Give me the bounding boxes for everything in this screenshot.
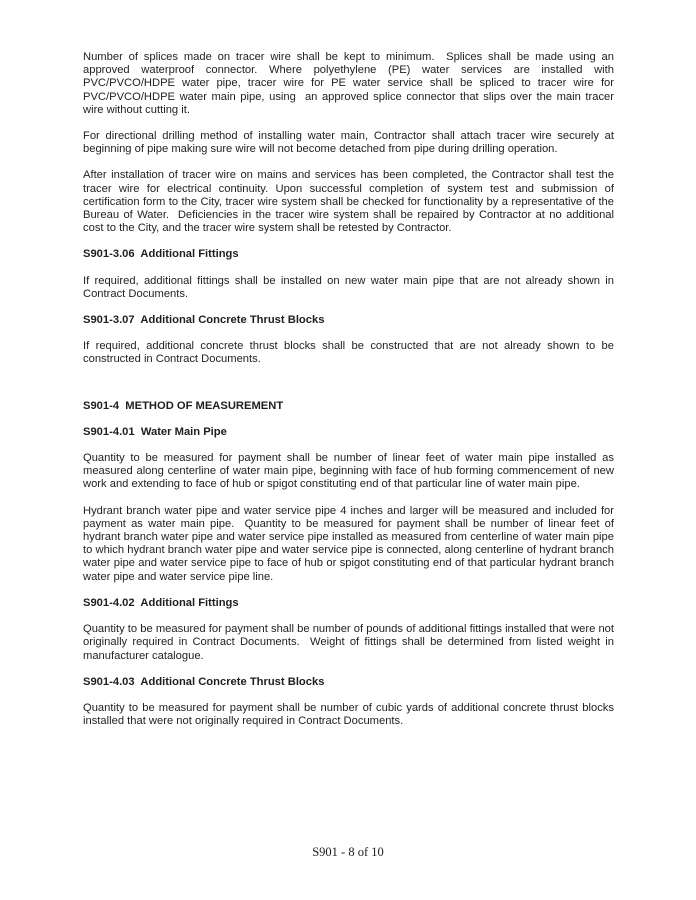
section-heading-3-07: S901-3.07 Additional Concrete Thrust Blocks <box>83 314 325 327</box>
paragraph-thrust-blocks-4: Quantity to be measured for payment shall be number of cubic yards of additional concrete thrust blocks installed that were not originally required in Contract Documents. <box>83 701 618 728</box>
paragraph-hydrant-branch-measurement: Hydrant branch water pipe and water service pipe 4 inches and larger will be measured and included for payment as water main pipe. Quantity to be measured for payment shall be number of linear feet of hydrant branch water pipe and water service pipe installed as measured from centerline of water main pipe to which hydrant branch water pipe and water service pipe is connected, along centerline of hydrant branch water pipe and water service pipe to face of hub or spigot constituting end of that particular hydrant branch water pipe and water service pipe line. <box>83 504 618 583</box>
paragraph-tracer-wire-testing: After installation of tracer wire on mains and services has been completed, the Contractor shall test the tracer wire for electrical continuity. Upon successful completion of system test and submission of certification form to the City, tracer wire system shall be checked for functionality by a representative of the Bureau of Water. Deficiencies in the tracer wire system shall be repaired by Contractor at no additional cost to the City, and the tracer wire system shall be retested by Contractor. <box>83 169 618 235</box>
page-footer: S901 - 8 of 10 <box>312 845 384 859</box>
paragraph-splices: Number of splices made on tracer wire shall be kept to minimum. Splices shall be made using an approved waterproof connector. Where polyethylene (PE) water services are installed with PVC/PVCO/HDPE water pipe, tracer wire for PE water service shall be spliced to tracer wire for PVC/PVCO/HDPE water main pipe, using an approved splice connector that slips over the main tracer wire without cutting it. <box>83 51 618 116</box>
section-heading-3-06: S901-3.06 Additional Fittings <box>83 248 239 261</box>
section-heading-4: S901-4 METHOD OF MEASUREMENT <box>83 399 284 412</box>
section-heading-4-01: S901-4.01 Water Main Pipe <box>83 425 227 438</box>
paragraph-water-main-measurement: Quantity to be measured for payment shall be number of linear feet of water main pipe installed as measured along centerline of water main pipe, beginning with face of hub forming commencement of new work and extending to face of hub or spigot constituting end of that particular line of water main pipe. <box>83 452 618 491</box>
paragraph-directional-drilling: For directional drilling method of installing water main, Contractor shall attach tracer wire securely at beginning of pipe making sure wire will not become detached from pipe during drilling operation. <box>83 130 618 156</box>
paragraph-additional-fittings-4: Quantity to be measured for payment shall be number of pounds of additional fittings installed that were not originally required in Contract Documents. Weight of fittings shall be determined from listed weight in manufacturer catalogue. <box>83 623 618 662</box>
paragraph-additional-fittings-3: If required, additional fittings shall be installed on new water main pipe that are not already shown in Contract Documents. <box>83 274 618 300</box>
document-body <box>83 51 618 741</box>
section-heading-4-03: S901-4.03 Additional Concrete Thrust Blocks <box>83 675 325 688</box>
paragraph-thrust-blocks-3: If required, additional concrete thrust blocks shall be constructed that are not already shown to be constructed in Contract Documents. <box>83 340 618 366</box>
section-gap <box>83 380 614 400</box>
section-heading-4-02: S901-4.02 Additional Fittings <box>83 596 239 609</box>
